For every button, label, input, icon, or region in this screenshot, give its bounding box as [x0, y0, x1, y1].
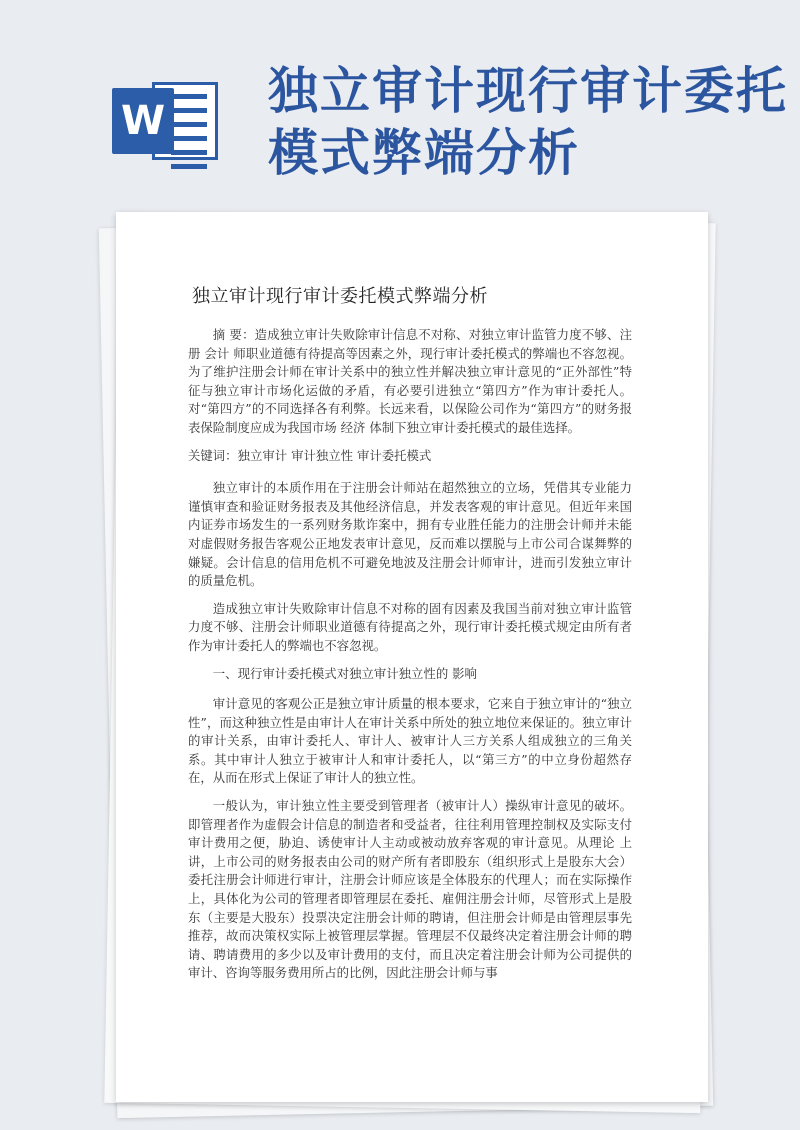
document-body — [188, 326, 632, 992]
section-heading: 一、现行审计委托模式对独立审计独立性的 影响 — [212, 665, 477, 681]
body-paragraph: 审计意见的客观公正是独立审计质量的根本要求，它来自于独立审计的“独立性”，而这种独立性是由审计人在审计关系中所处的独立地位来保证的。独立审计的审计关系，由审计委托人、审计人、被审计人三方关系人组成独立的三角关系。其中审计人独立于被审计人和审计委托人，以“第三方”的中立身份超然存在，从而在形式上保证了审计人的独立性。 — [188, 696, 632, 786]
body-paragraph: 一般认为，审计独立性主要受到管理者（被审计人）操纵审计意见的破坏。即管理者作为虚假会计信息的制造者和受益者，往往利用管理控制权及实际支付审计费用之便，胁迫、诱使审计人主动或被动放弃客观的审计意见。从理论 上讲，上市公司的财务报表由公司的财产所有者即股东（组织形式上是股东大会）委托注册会计师进行审计，注册会计师应该是全体股东的代理人；而在实际操作上，具体化为公司的管理者即管理层在委托、雇佣注册会计师，尽管形式上是股东（主要是大股东）投票决定注册会计师的聘请，但注册会计师是由管理层事先推荐，故而决策权实际上被管理层掌握。管理层不仅最终决定着注册会计师的聘请、聘请费用的多少以及审计费用的支付，而且决定着注册会计师为公司提供的审计、咨询等服务费用所占的比例，因此注册会计师与事 — [188, 798, 632, 981]
document-title: 独立审计现行审计委托模式弊端分析 — [192, 286, 488, 307]
abstract-paragraph: 摘 要：造成独立审计失败除审计信息不对称、对独立审计监管力度不够、注册 会计 师职业道德有待提高等因素之外，现行审计委托模式的弊端也不容忽视。为了维护注册会计师在审计关系中的独立性并解决独立审计意见的“正外部性”特征与独立审计市场化运做的矛盾，有必要引进独立“第四方”作为审计委托人。对“第四方”的不同选择各有利弊。长远来看，以保险公司作为“第四方”的财务报表保险制度应成为我国市场 经济 体制下独立审计委托模式的最佳选择。 — [188, 327, 632, 435]
document-page — [116, 212, 708, 1102]
body-paragraph: 造成独立审计失败除审计信息不对称的固有因素及我国当前对独立审计监管力度不够、注册会计师职业道德有待提高之外，现行审计委托模式规定由所有者作为审计委托人的弊端也不容忽视。 — [188, 600, 632, 653]
body-paragraph: 独立审计的本质作用在于注册会计师站在超然独立的立场，凭借其专业能力谨慎审查和验证财务报表及其他经济信息，并发表客观的审计意见。但近年来国内证券市场发生的一系列财务欺诈案中，拥有专业胜任能力的注册会计师并未能对虚假财务报告客观公正地发表审计意见，反而难以摆脱与上市公司合谋舞弊的嫌疑。会计信息的信用危机不可避免地波及注册会计师审计，进而引发独立审计的质量危机。 — [188, 480, 632, 589]
keywords-line: 关键词：独立审计 审计独立性 审计委托模式 — [188, 447, 432, 463]
header-banner — [0, 0, 800, 215]
word-letter-icon: W — [112, 88, 174, 154]
banner-title: 独立审计现行审计委托模式弊端分析 — [268, 62, 788, 182]
word-document-icon — [112, 76, 222, 166]
